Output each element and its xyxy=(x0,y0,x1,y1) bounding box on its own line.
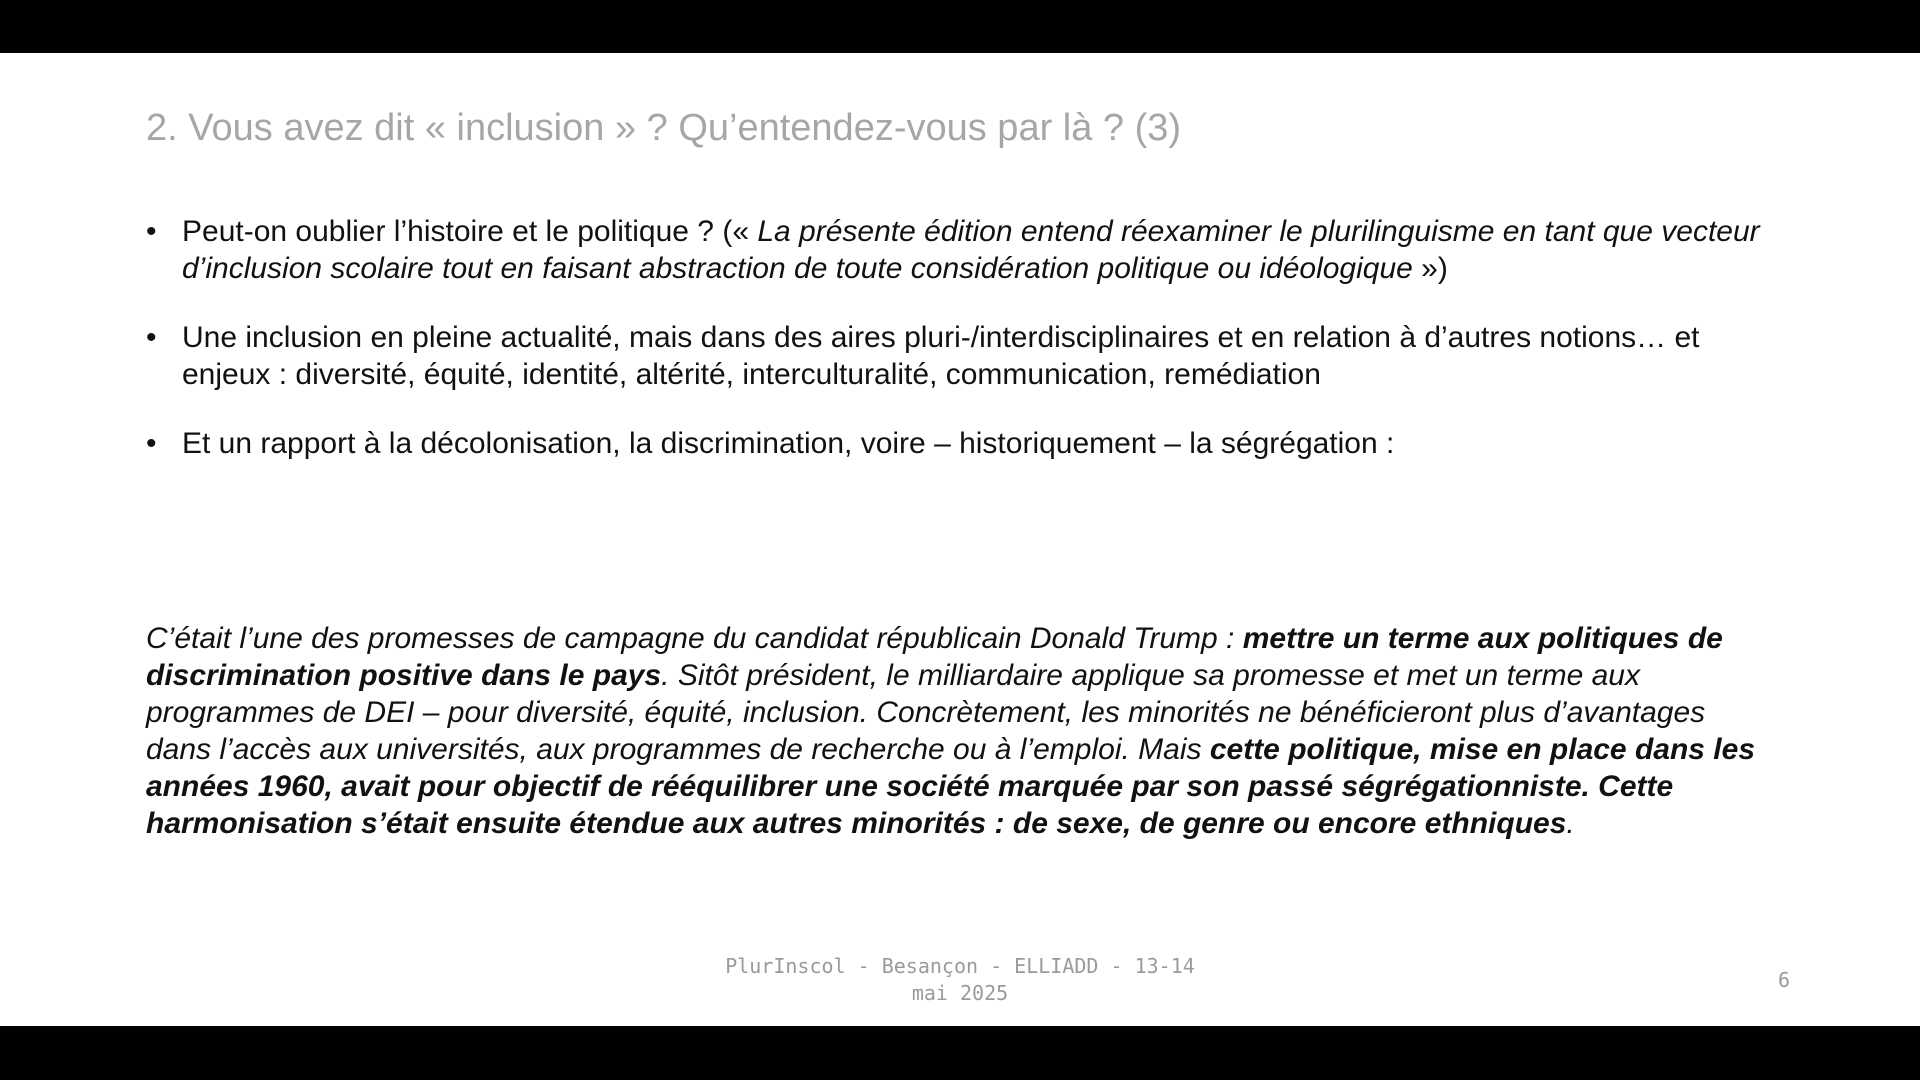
bullet-item: • Une inclusion en pleine actualité, mais dans des aires pluri-/interdisciplinaires et en relation à d’autres notions… et enjeux : diversité, équité, identité, altérité, interculturalité, communication, remédiation xyxy=(146,319,1776,393)
bullet-citation: La présente édition entend réexaminer le plurilinguisme en tant que vecteur d’inclusion scolaire tout en faisant abstraction de toute considération politique ou idéologique xyxy=(182,215,1760,285)
slide-title: 2. Vous avez dit « inclusion » ? Qu’entendez-vous par là ? (3) xyxy=(146,107,1182,149)
press-quote xyxy=(146,620,1776,842)
bullet-item: • Et un rapport à la décolonisation, la discrimination, voire – historiquement – la ségrégation : xyxy=(146,425,1776,462)
quote-emphasis: mettre un terme aux politiques de discrimination positive dans le pays xyxy=(146,622,1723,692)
slide xyxy=(0,53,1920,1026)
bullet-list xyxy=(146,213,1776,494)
footer-line: PlurInscol - Besançon - ELLIADD - 13-14 xyxy=(725,954,1195,978)
quote-text: . xyxy=(1566,807,1575,840)
page-number: 6 xyxy=(1777,968,1790,992)
bullet-lead-text: Peut-on oublier l’histoire et le politique ? (« xyxy=(182,215,758,248)
quote-text: C’était l’une des promesses de campagne du candidat républicain Donald Trump : xyxy=(146,622,1243,655)
footer-line: mai 2025 xyxy=(911,981,1009,1005)
quote-emphasis: cette politique, mise en place dans les années 1960, avait pour objectif de rééquilibrer une société marquée par son passé ségrégationniste. Cette harmonisation s’était ensuite étendue aux autres minorités : de sexe, de genre ou encore ethniques xyxy=(146,733,1756,840)
bullet-tail-text: ») xyxy=(1412,252,1448,285)
slide-footer xyxy=(660,953,1260,1007)
quote-text: . Sitôt président, le milliardaire applique sa promesse et met un terme aux programmes de DEI – pour diversité, équité, inclusion. Concrètement, les minorités ne bénéficieront plus d’avantages dans l’accès aux universités, aux programmes de recherche ou à l’emploi. Mais xyxy=(146,659,1706,766)
bullet-item xyxy=(146,213,1776,287)
